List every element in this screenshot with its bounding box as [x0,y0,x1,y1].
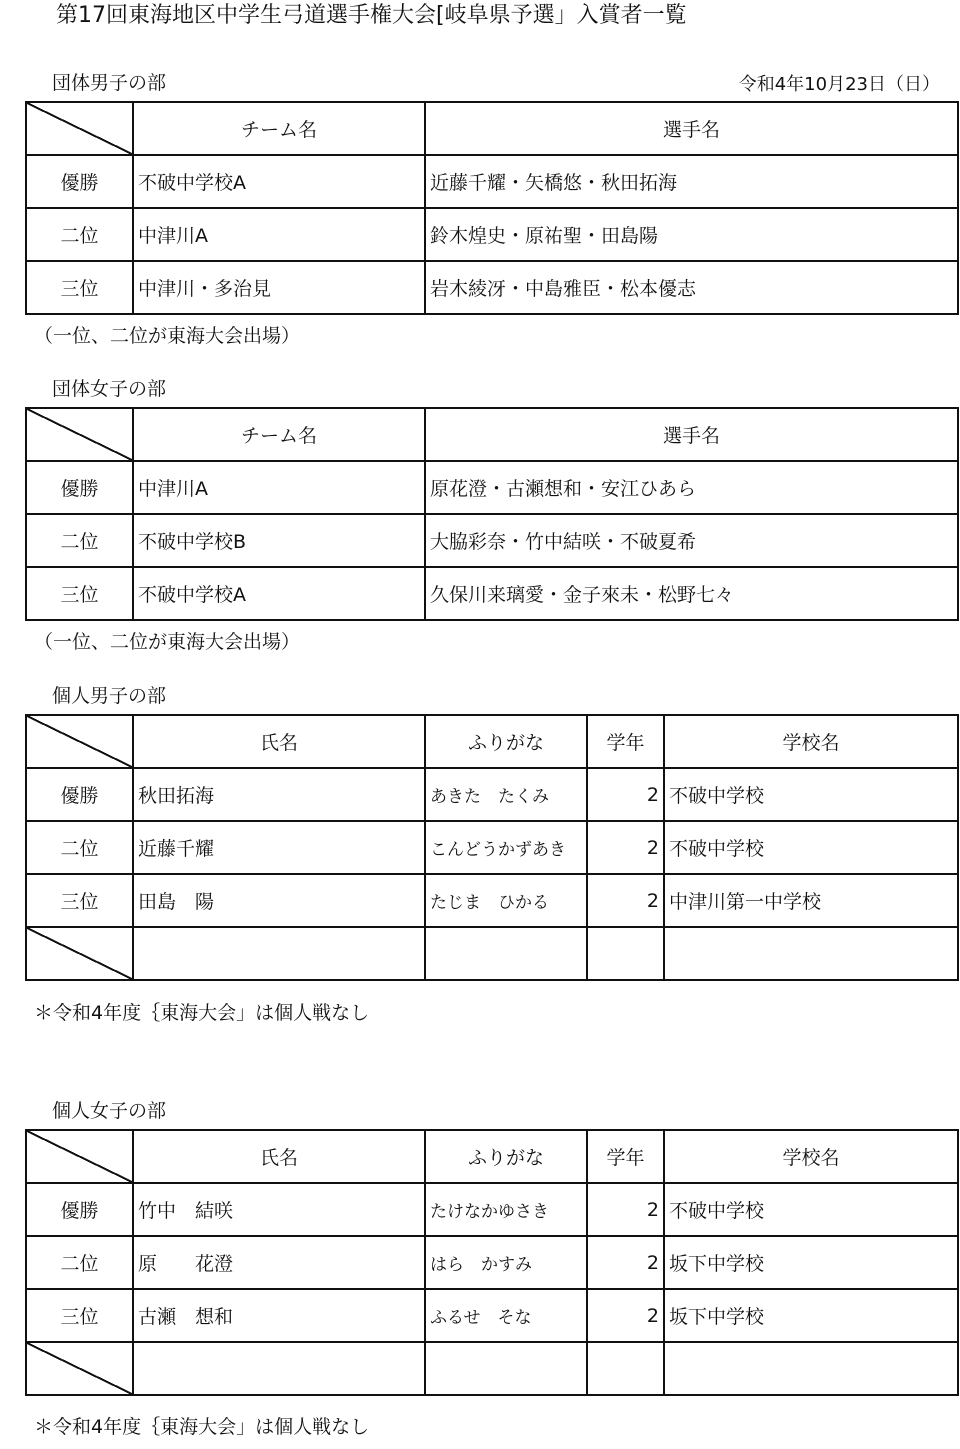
team-girls-heading: 団体女子の部 [52,378,167,400]
rank-cell: 二位 [26,514,133,567]
empty-cell [425,927,587,980]
rank-cell: 二位 [26,208,133,261]
school-cell: 不破中学校 [664,768,958,821]
table-header-row [26,102,958,155]
grade-cell: 2 [587,874,664,927]
rank-cell: 優勝 [26,461,133,514]
empty-cell [425,1342,587,1395]
players-cell: 鈴木煌史・原祐聖・田島陽 [425,208,958,261]
header-team: チーム名 [133,102,425,155]
empty-cell [587,927,664,980]
table-row [26,1183,958,1236]
players-cell: 久保川来璃愛・金子來未・松野七々 [425,567,958,620]
rank-cell: 二位 [26,1236,133,1289]
table-header-row [26,1130,958,1183]
header-furigana: ふりがな [425,1130,587,1183]
team-girls-note: （一位、二位が東海大会出場） [34,631,301,653]
table-row [26,514,958,567]
players-cell: 近藤千耀・矢橋悠・秋田拓海 [425,155,958,208]
indiv-girls-table [25,1129,959,1396]
table-row [26,1289,958,1342]
furigana-cell: あきた たくみ [425,768,587,821]
indiv-girls-note: ＊令和4年度｛東海大会」は個人戦なし [34,1416,370,1438]
header-school: 学校名 [664,715,958,768]
page-title: 第17回東海地区中学生弓道選手権大会[岐阜県予選」入賞者一覧 [56,3,687,28]
header-school: 学校名 [664,1130,958,1183]
players-cell: 岩木綾冴・中島雅臣・松本優志 [425,261,958,314]
table-row [26,261,958,314]
furigana-cell: たじま ひかる [425,874,587,927]
name-cell: 古瀬 想和 [133,1289,425,1342]
school-cell: 中津川第一中学校 [664,874,958,927]
school-cell: 不破中学校 [664,821,958,874]
team-boys-heading: 団体男子の部 [52,72,167,94]
school-cell: 坂下中学校 [664,1289,958,1342]
header-team: チーム名 [133,408,425,461]
diagonal-corner-cell [26,102,133,155]
players-cell: 原花澄・古瀬想和・安江ひあら [425,461,958,514]
diagonal-empty-cell [26,927,133,980]
table-row [26,461,958,514]
event-date: 令和4年10月23日（日） [738,74,940,95]
header-name: 氏名 [133,715,425,768]
header-furigana: ふりがな [425,715,587,768]
team-boys-table [25,101,959,315]
table-row [26,768,958,821]
grade-cell: 2 [587,1236,664,1289]
name-cell: 田島 陽 [133,874,425,927]
table-row [26,874,958,927]
diagonal-corner-cell [26,408,133,461]
furigana-cell: ふるせ そな [425,1289,587,1342]
empty-cell [133,927,425,980]
school-cell: 不破中学校 [664,1183,958,1236]
table-row [26,567,958,620]
header-players: 選手名 [425,102,958,155]
rank-cell: 優勝 [26,155,133,208]
diagonal-corner-cell [26,1130,133,1183]
rank-cell: 三位 [26,261,133,314]
team-cell: 中津川A [133,208,425,261]
grade-cell: 2 [587,768,664,821]
table-row-empty [26,927,958,980]
header-name: 氏名 [133,1130,425,1183]
table-header-row [26,408,958,461]
furigana-cell: たけなかゆさき [425,1183,587,1236]
header-grade: 学年 [587,715,664,768]
diagonal-corner-cell [26,715,133,768]
rank-cell: 三位 [26,567,133,620]
grade-cell: 2 [587,1183,664,1236]
indiv-boys-note: ＊令和4年度｛東海大会」は個人戦なし [34,1002,370,1024]
rank-cell: 三位 [26,874,133,927]
name-cell: 秋田拓海 [133,768,425,821]
grade-cell: 2 [587,821,664,874]
rank-cell: 優勝 [26,1183,133,1236]
empty-cell [133,1342,425,1395]
rank-cell: 三位 [26,1289,133,1342]
indiv-girls-heading: 個人女子の部 [52,1100,167,1122]
team-cell: 不破中学校A [133,155,425,208]
name-cell: 近藤千耀 [133,821,425,874]
table-row [26,1236,958,1289]
furigana-cell: こんどうかずあき [425,821,587,874]
empty-cell [664,1342,958,1395]
school-cell: 坂下中学校 [664,1236,958,1289]
team-cell: 不破中学校A [133,567,425,620]
diagonal-empty-cell [26,1342,133,1395]
team-boys-note: （一位、二位が東海大会出場） [34,325,301,347]
rank-cell: 優勝 [26,768,133,821]
header-players: 選手名 [425,408,958,461]
rank-cell: 二位 [26,821,133,874]
table-row [26,208,958,261]
team-cell: 中津川A [133,461,425,514]
empty-cell [587,1342,664,1395]
name-cell: 原 花澄 [133,1236,425,1289]
indiv-boys-heading: 個人男子の部 [52,685,167,707]
team-cell: 中津川・多治見 [133,261,425,314]
table-row-empty [26,1342,958,1395]
table-row [26,155,958,208]
furigana-cell: はら かすみ [425,1236,587,1289]
indiv-boys-table [25,714,959,981]
table-row [26,821,958,874]
team-girls-table [25,407,959,621]
header-grade: 学年 [587,1130,664,1183]
empty-cell [664,927,958,980]
players-cell: 大脇彩奈・竹中結咲・不破夏希 [425,514,958,567]
team-cell: 不破中学校B [133,514,425,567]
name-cell: 竹中 結咲 [133,1183,425,1236]
grade-cell: 2 [587,1289,664,1342]
table-header-row [26,715,958,768]
